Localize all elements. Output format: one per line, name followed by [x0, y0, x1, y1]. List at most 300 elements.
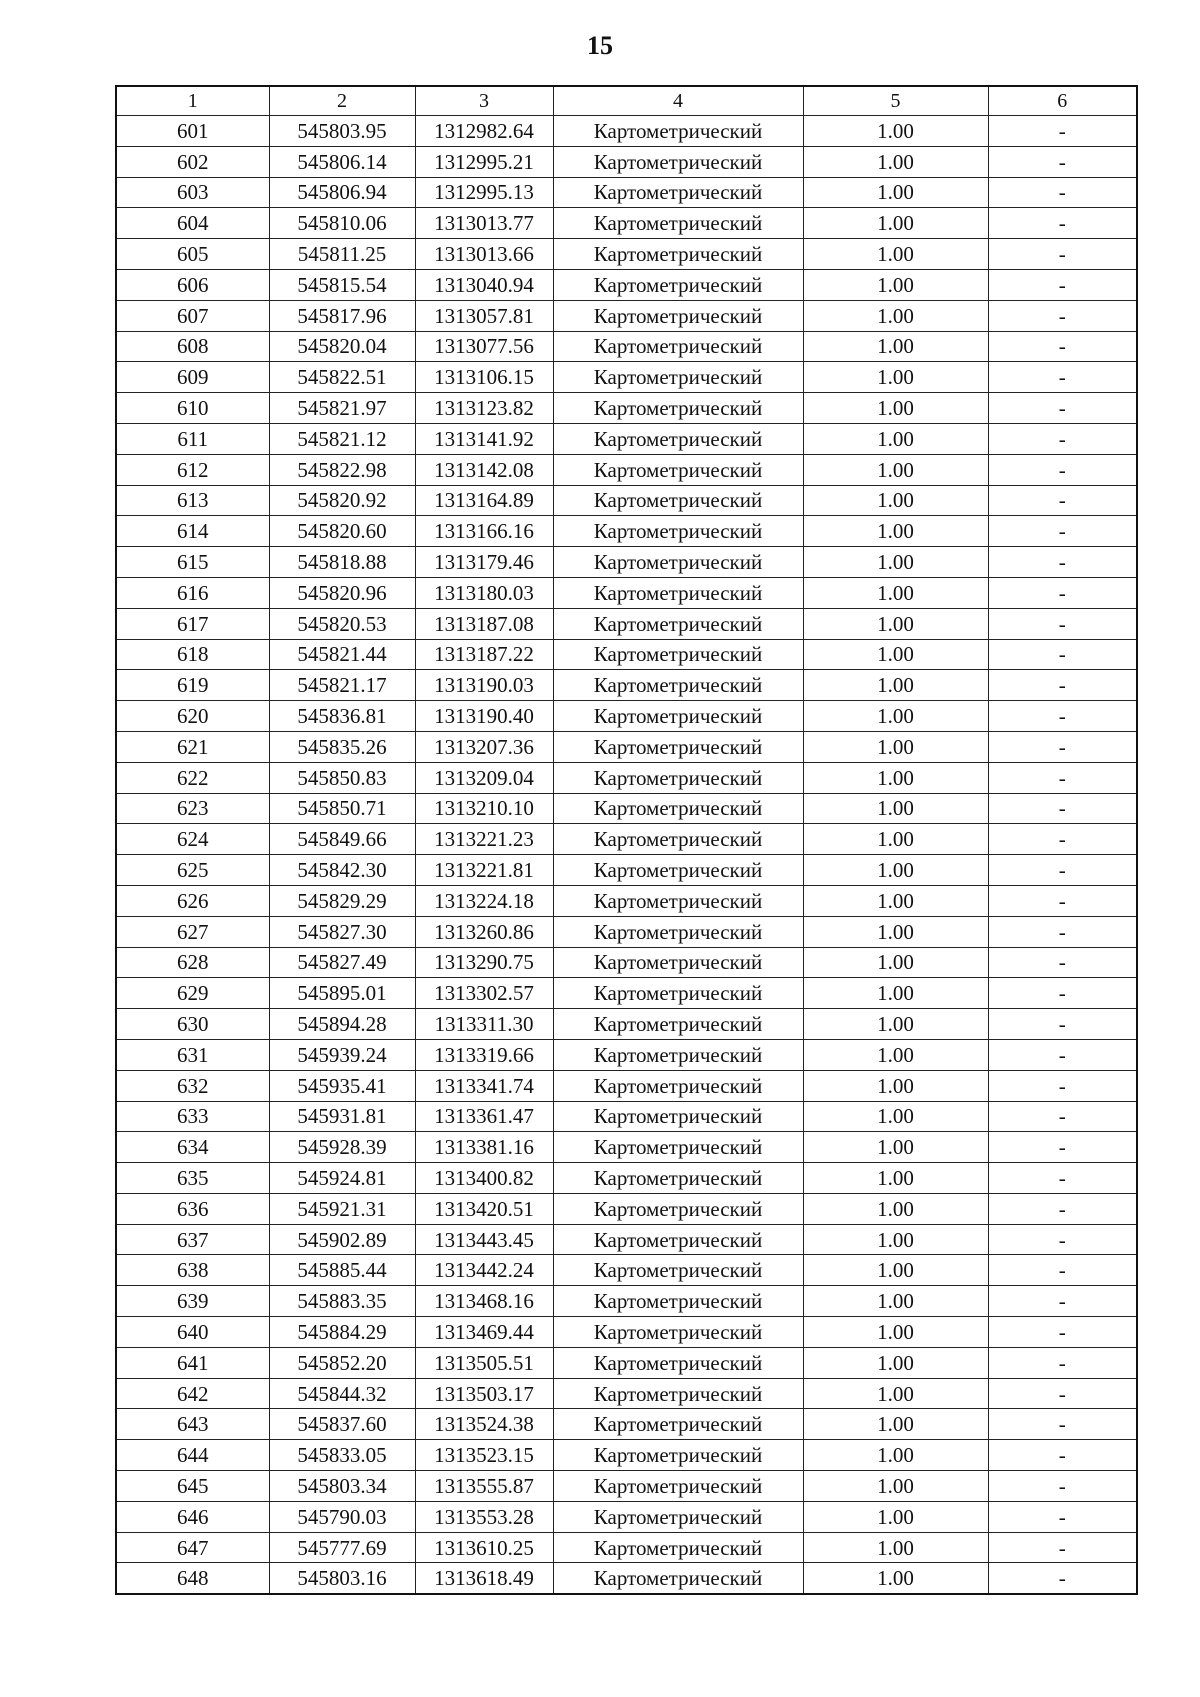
x-coordinate-cell: 545815.54	[269, 269, 415, 300]
method-cell: Картометрический	[553, 177, 803, 208]
note-cell: -	[988, 516, 1137, 547]
y-coordinate-cell: 1313187.08	[415, 608, 553, 639]
point-number-cell: 616	[116, 577, 269, 608]
x-coordinate-cell: 545806.14	[269, 146, 415, 177]
point-number-cell: 638	[116, 1255, 269, 1286]
table-row	[116, 239, 1137, 270]
accuracy-cell: 1.00	[803, 454, 988, 485]
y-coordinate-cell: 1313164.89	[415, 485, 553, 516]
y-coordinate-cell: 1313210.10	[415, 793, 553, 824]
note-cell: -	[988, 1101, 1137, 1132]
y-coordinate-cell: 1313123.82	[415, 393, 553, 424]
method-cell: Картометрический	[553, 608, 803, 639]
method-cell: Картометрический	[553, 731, 803, 762]
point-number-cell: 605	[116, 239, 269, 270]
y-coordinate-cell: 1313106.15	[415, 362, 553, 393]
table-row	[116, 1101, 1137, 1132]
method-cell: Картометрический	[553, 639, 803, 670]
point-number-cell: 639	[116, 1286, 269, 1317]
table-row	[116, 639, 1137, 670]
x-coordinate-cell: 545833.05	[269, 1440, 415, 1471]
x-coordinate-cell: 545883.35	[269, 1286, 415, 1317]
method-cell: Картометрический	[553, 1286, 803, 1317]
method-cell: Картометрический	[553, 1193, 803, 1224]
point-number-cell: 636	[116, 1193, 269, 1224]
y-coordinate-cell: 1312995.21	[415, 146, 553, 177]
note-cell: -	[988, 239, 1137, 270]
point-number-cell: 634	[116, 1132, 269, 1163]
method-cell: Картометрический	[553, 793, 803, 824]
table-row	[116, 855, 1137, 886]
table-row	[116, 1163, 1137, 1194]
accuracy-cell: 1.00	[803, 1347, 988, 1378]
accuracy-cell: 1.00	[803, 1163, 988, 1194]
method-cell: Картометрический	[553, 269, 803, 300]
note-cell: -	[988, 1440, 1137, 1471]
method-cell: Картометрический	[553, 1532, 803, 1563]
method-cell: Картометрический	[553, 1132, 803, 1163]
method-cell: Картометрический	[553, 1101, 803, 1132]
y-coordinate-cell: 1313142.08	[415, 454, 553, 485]
point-number-cell: 623	[116, 793, 269, 824]
table-row	[116, 146, 1137, 177]
point-number-cell: 618	[116, 639, 269, 670]
point-number-cell: 610	[116, 393, 269, 424]
point-number-cell: 620	[116, 701, 269, 732]
point-number-cell: 642	[116, 1378, 269, 1409]
accuracy-cell: 1.00	[803, 1471, 988, 1502]
table-row	[116, 762, 1137, 793]
note-cell: -	[988, 177, 1137, 208]
note-cell: -	[988, 1378, 1137, 1409]
table-row	[116, 1193, 1137, 1224]
method-cell: Картометрический	[553, 146, 803, 177]
table-row	[116, 1378, 1137, 1409]
accuracy-cell: 1.00	[803, 269, 988, 300]
note-cell: -	[988, 331, 1137, 362]
table-row	[116, 1471, 1137, 1502]
table-row	[116, 423, 1137, 454]
point-number-cell: 646	[116, 1501, 269, 1532]
point-number-cell: 601	[116, 116, 269, 147]
point-number-cell: 637	[116, 1224, 269, 1255]
point-number-cell: 643	[116, 1409, 269, 1440]
accuracy-cell: 1.00	[803, 1286, 988, 1317]
x-coordinate-cell: 545777.69	[269, 1532, 415, 1563]
table-row	[116, 1039, 1137, 1070]
x-coordinate-cell: 545821.44	[269, 639, 415, 670]
note-cell: -	[988, 1070, 1137, 1101]
method-cell: Картометрический	[553, 393, 803, 424]
x-coordinate-cell: 545820.53	[269, 608, 415, 639]
x-coordinate-cell: 545850.83	[269, 762, 415, 793]
point-number-cell: 604	[116, 208, 269, 239]
table-row	[116, 1224, 1137, 1255]
accuracy-cell: 1.00	[803, 577, 988, 608]
point-number-cell: 627	[116, 916, 269, 947]
x-coordinate-cell: 545822.51	[269, 362, 415, 393]
table-row	[116, 1070, 1137, 1101]
y-coordinate-cell: 1313503.17	[415, 1378, 553, 1409]
note-cell: -	[988, 608, 1137, 639]
method-cell: Картометрический	[553, 1409, 803, 1440]
header-cell-4: 4	[553, 86, 803, 116]
accuracy-cell: 1.00	[803, 485, 988, 516]
method-cell: Картометрический	[553, 978, 803, 1009]
table-row	[116, 916, 1137, 947]
method-cell: Картометрический	[553, 454, 803, 485]
accuracy-cell: 1.00	[803, 1378, 988, 1409]
table-row	[116, 1347, 1137, 1378]
accuracy-cell: 1.00	[803, 1101, 988, 1132]
note-cell: -	[988, 1163, 1137, 1194]
accuracy-cell: 1.00	[803, 855, 988, 886]
note-cell: -	[988, 362, 1137, 393]
y-coordinate-cell: 1313207.36	[415, 731, 553, 762]
x-coordinate-cell: 545895.01	[269, 978, 415, 1009]
method-cell: Картометрический	[553, 1317, 803, 1348]
method-cell: Картометрический	[553, 1070, 803, 1101]
accuracy-cell: 1.00	[803, 1563, 988, 1594]
note-cell: -	[988, 885, 1137, 916]
y-coordinate-cell: 1313443.45	[415, 1224, 553, 1255]
table-row	[116, 1009, 1137, 1040]
header-cell-5: 5	[803, 86, 988, 116]
accuracy-cell: 1.00	[803, 393, 988, 424]
note-cell: -	[988, 454, 1137, 485]
x-coordinate-cell: 545806.94	[269, 177, 415, 208]
accuracy-cell: 1.00	[803, 1224, 988, 1255]
y-coordinate-cell: 1313420.51	[415, 1193, 553, 1224]
method-cell: Картометрический	[553, 1224, 803, 1255]
note-cell: -	[988, 762, 1137, 793]
note-cell: -	[988, 947, 1137, 978]
table-row	[116, 331, 1137, 362]
header-cell-3: 3	[415, 86, 553, 116]
method-cell: Картометрический	[553, 855, 803, 886]
note-cell: -	[988, 1009, 1137, 1040]
accuracy-cell: 1.00	[803, 423, 988, 454]
table-row	[116, 1409, 1137, 1440]
note-cell: -	[988, 701, 1137, 732]
method-cell: Картометрический	[553, 1255, 803, 1286]
x-coordinate-cell: 545849.66	[269, 824, 415, 855]
x-coordinate-cell: 545822.98	[269, 454, 415, 485]
x-coordinate-cell: 545803.34	[269, 1471, 415, 1502]
method-cell: Картометрический	[553, 1347, 803, 1378]
accuracy-cell: 1.00	[803, 177, 988, 208]
accuracy-cell: 1.00	[803, 608, 988, 639]
point-number-cell: 611	[116, 423, 269, 454]
accuracy-cell: 1.00	[803, 701, 988, 732]
y-coordinate-cell: 1313319.66	[415, 1039, 553, 1070]
method-cell: Картометрический	[553, 1563, 803, 1594]
y-coordinate-cell: 1313302.57	[415, 978, 553, 1009]
accuracy-cell: 1.00	[803, 916, 988, 947]
point-number-cell: 624	[116, 824, 269, 855]
accuracy-cell: 1.00	[803, 300, 988, 331]
note-cell: -	[988, 116, 1137, 147]
x-coordinate-cell: 545817.96	[269, 300, 415, 331]
accuracy-cell: 1.00	[803, 1409, 988, 1440]
note-cell: -	[988, 1132, 1137, 1163]
x-coordinate-cell: 545902.89	[269, 1224, 415, 1255]
point-number-cell: 603	[116, 177, 269, 208]
table-row	[116, 731, 1137, 762]
note-cell: -	[988, 1532, 1137, 1563]
x-coordinate-cell: 545821.17	[269, 670, 415, 701]
x-coordinate-cell: 545842.30	[269, 855, 415, 886]
point-number-cell: 635	[116, 1163, 269, 1194]
accuracy-cell: 1.00	[803, 1440, 988, 1471]
y-coordinate-cell: 1313180.03	[415, 577, 553, 608]
table-row	[116, 1501, 1137, 1532]
table-row	[116, 824, 1137, 855]
note-cell: -	[988, 1501, 1137, 1532]
note-cell: -	[988, 423, 1137, 454]
method-cell: Картометрический	[553, 547, 803, 578]
note-cell: -	[988, 547, 1137, 578]
table-row	[116, 978, 1137, 1009]
table-row	[116, 608, 1137, 639]
x-coordinate-cell: 545837.60	[269, 1409, 415, 1440]
table-row	[116, 793, 1137, 824]
point-number-cell: 640	[116, 1317, 269, 1348]
accuracy-cell: 1.00	[803, 362, 988, 393]
y-coordinate-cell: 1313057.81	[415, 300, 553, 331]
method-cell: Картометрический	[553, 1009, 803, 1040]
y-coordinate-cell: 1313442.24	[415, 1255, 553, 1286]
method-cell: Картометрический	[553, 1039, 803, 1070]
note-cell: -	[988, 208, 1137, 239]
y-coordinate-cell: 1313209.04	[415, 762, 553, 793]
point-number-cell: 647	[116, 1532, 269, 1563]
accuracy-cell: 1.00	[803, 824, 988, 855]
method-cell: Картометрический	[553, 362, 803, 393]
y-coordinate-cell: 1313469.44	[415, 1317, 553, 1348]
point-number-cell: 619	[116, 670, 269, 701]
accuracy-cell: 1.00	[803, 1501, 988, 1532]
table-row	[116, 1132, 1137, 1163]
point-number-cell: 602	[116, 146, 269, 177]
accuracy-cell: 1.00	[803, 639, 988, 670]
x-coordinate-cell: 545835.26	[269, 731, 415, 762]
x-coordinate-cell: 545885.44	[269, 1255, 415, 1286]
x-coordinate-cell: 545821.97	[269, 393, 415, 424]
y-coordinate-cell: 1313290.75	[415, 947, 553, 978]
note-cell: -	[988, 269, 1137, 300]
note-cell: -	[988, 1286, 1137, 1317]
point-number-cell: 608	[116, 331, 269, 362]
y-coordinate-cell: 1313400.82	[415, 1163, 553, 1194]
x-coordinate-cell: 545928.39	[269, 1132, 415, 1163]
x-coordinate-cell: 545810.06	[269, 208, 415, 239]
accuracy-cell: 1.00	[803, 885, 988, 916]
method-cell: Картометрический	[553, 239, 803, 270]
y-coordinate-cell: 1313013.77	[415, 208, 553, 239]
x-coordinate-cell: 545924.81	[269, 1163, 415, 1194]
x-coordinate-cell: 545803.95	[269, 116, 415, 147]
x-coordinate-cell: 545803.16	[269, 1563, 415, 1594]
note-cell: -	[988, 485, 1137, 516]
note-cell: -	[988, 300, 1137, 331]
table-header-row	[116, 86, 1137, 116]
y-coordinate-cell: 1313505.51	[415, 1347, 553, 1378]
method-cell: Картометрический	[553, 1501, 803, 1532]
table-row	[116, 577, 1137, 608]
point-number-cell: 645	[116, 1471, 269, 1502]
point-number-cell: 613	[116, 485, 269, 516]
method-cell: Картометрический	[553, 1378, 803, 1409]
point-number-cell: 606	[116, 269, 269, 300]
table-row	[116, 454, 1137, 485]
point-number-cell: 612	[116, 454, 269, 485]
x-coordinate-cell: 545827.49	[269, 947, 415, 978]
accuracy-cell: 1.00	[803, 1070, 988, 1101]
accuracy-cell: 1.00	[803, 762, 988, 793]
table-row	[116, 885, 1137, 916]
table-row	[116, 1255, 1137, 1286]
table-row	[116, 1532, 1137, 1563]
table-row	[116, 1563, 1137, 1594]
y-coordinate-cell: 1313221.81	[415, 855, 553, 886]
x-coordinate-cell: 545821.12	[269, 423, 415, 454]
note-cell: -	[988, 916, 1137, 947]
y-coordinate-cell: 1313221.23	[415, 824, 553, 855]
x-coordinate-cell: 545852.20	[269, 1347, 415, 1378]
y-coordinate-cell: 1313141.92	[415, 423, 553, 454]
y-coordinate-cell: 1313553.28	[415, 1501, 553, 1532]
x-coordinate-cell: 545818.88	[269, 547, 415, 578]
x-coordinate-cell: 545939.24	[269, 1039, 415, 1070]
y-coordinate-cell: 1313381.16	[415, 1132, 553, 1163]
note-cell: -	[988, 146, 1137, 177]
x-coordinate-cell: 545790.03	[269, 1501, 415, 1532]
note-cell: -	[988, 1193, 1137, 1224]
accuracy-cell: 1.00	[803, 793, 988, 824]
accuracy-cell: 1.00	[803, 547, 988, 578]
x-coordinate-cell: 545820.96	[269, 577, 415, 608]
method-cell: Картометрический	[553, 762, 803, 793]
accuracy-cell: 1.00	[803, 947, 988, 978]
note-cell: -	[988, 1255, 1137, 1286]
note-cell: -	[988, 824, 1137, 855]
y-coordinate-cell: 1313523.15	[415, 1440, 553, 1471]
accuracy-cell: 1.00	[803, 516, 988, 547]
point-number-cell: 615	[116, 547, 269, 578]
point-number-cell: 630	[116, 1009, 269, 1040]
table-row	[116, 1317, 1137, 1348]
method-cell: Картометрический	[553, 701, 803, 732]
point-number-cell: 628	[116, 947, 269, 978]
note-cell: -	[988, 639, 1137, 670]
y-coordinate-cell: 1313190.03	[415, 670, 553, 701]
y-coordinate-cell: 1313341.74	[415, 1070, 553, 1101]
accuracy-cell: 1.00	[803, 1193, 988, 1224]
table-row	[116, 1286, 1137, 1317]
y-coordinate-cell: 1313468.16	[415, 1286, 553, 1317]
accuracy-cell: 1.00	[803, 978, 988, 1009]
method-cell: Картометрический	[553, 423, 803, 454]
accuracy-cell: 1.00	[803, 1317, 988, 1348]
method-cell: Картометрический	[553, 824, 803, 855]
method-cell: Картометрический	[553, 577, 803, 608]
point-number-cell: 641	[116, 1347, 269, 1378]
table-row	[116, 208, 1137, 239]
point-number-cell: 632	[116, 1070, 269, 1101]
y-coordinate-cell: 1313361.47	[415, 1101, 553, 1132]
note-cell: -	[988, 1039, 1137, 1070]
point-number-cell: 633	[116, 1101, 269, 1132]
note-cell: -	[988, 393, 1137, 424]
y-coordinate-cell: 1313224.18	[415, 885, 553, 916]
method-cell: Картометрический	[553, 1471, 803, 1502]
coordinates-table	[115, 85, 1138, 1595]
note-cell: -	[988, 731, 1137, 762]
point-number-cell: 622	[116, 762, 269, 793]
x-coordinate-cell: 545827.30	[269, 916, 415, 947]
table-row	[116, 177, 1137, 208]
y-coordinate-cell: 1313311.30	[415, 1009, 553, 1040]
accuracy-cell: 1.00	[803, 116, 988, 147]
method-cell: Картометрический	[553, 300, 803, 331]
x-coordinate-cell: 545811.25	[269, 239, 415, 270]
table-row	[116, 1440, 1137, 1471]
table-row	[116, 947, 1137, 978]
x-coordinate-cell: 545931.81	[269, 1101, 415, 1132]
accuracy-cell: 1.00	[803, 1532, 988, 1563]
accuracy-cell: 1.00	[803, 146, 988, 177]
x-coordinate-cell: 545894.28	[269, 1009, 415, 1040]
header-cell-6: 6	[988, 86, 1137, 116]
point-number-cell: 644	[116, 1440, 269, 1471]
note-cell: -	[988, 1471, 1137, 1502]
note-cell: -	[988, 978, 1137, 1009]
note-cell: -	[988, 577, 1137, 608]
accuracy-cell: 1.00	[803, 331, 988, 362]
point-number-cell: 609	[116, 362, 269, 393]
table-row	[116, 547, 1137, 578]
method-cell: Картометрический	[553, 1440, 803, 1471]
method-cell: Картометрический	[553, 331, 803, 362]
note-cell: -	[988, 855, 1137, 886]
table-row	[116, 116, 1137, 147]
method-cell: Картометрический	[553, 516, 803, 547]
x-coordinate-cell: 545836.81	[269, 701, 415, 732]
note-cell: -	[988, 793, 1137, 824]
x-coordinate-cell: 545820.60	[269, 516, 415, 547]
accuracy-cell: 1.00	[803, 1255, 988, 1286]
y-coordinate-cell: 1313040.94	[415, 269, 553, 300]
table-row	[116, 300, 1137, 331]
method-cell: Картометрический	[553, 208, 803, 239]
table-row	[116, 670, 1137, 701]
y-coordinate-cell: 1313260.86	[415, 916, 553, 947]
table-row	[116, 393, 1137, 424]
point-number-cell: 648	[116, 1563, 269, 1594]
table-row	[116, 362, 1137, 393]
y-coordinate-cell: 1313618.49	[415, 1563, 553, 1594]
x-coordinate-cell: 545820.04	[269, 331, 415, 362]
table-row	[116, 516, 1137, 547]
x-coordinate-cell: 545935.41	[269, 1070, 415, 1101]
accuracy-cell: 1.00	[803, 670, 988, 701]
x-coordinate-cell: 545921.31	[269, 1193, 415, 1224]
page-number: 15	[587, 31, 613, 60]
accuracy-cell: 1.00	[803, 239, 988, 270]
y-coordinate-cell: 1312995.13	[415, 177, 553, 208]
method-cell: Картометрический	[553, 116, 803, 147]
